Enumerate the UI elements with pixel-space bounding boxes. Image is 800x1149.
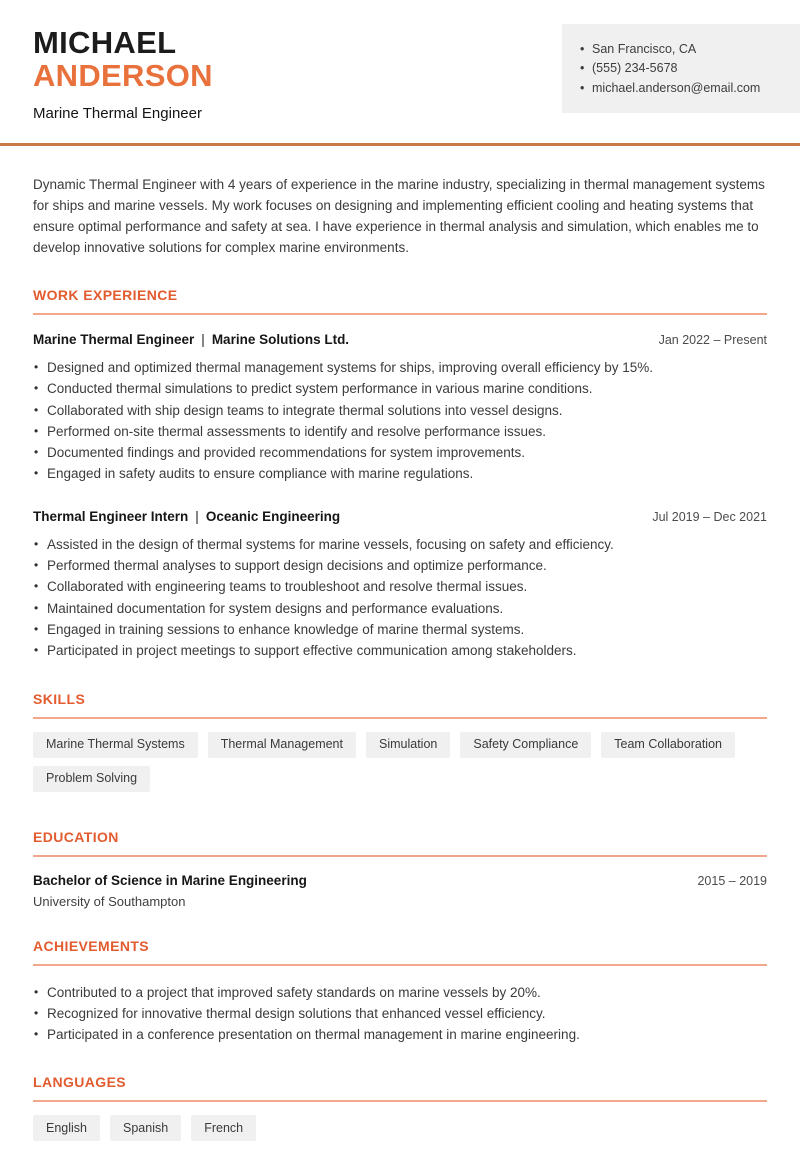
job-entry [33,508,767,662]
job-bullet: • Participated in project meetings to support effective communication among stakeholders. [33,640,767,661]
job-company: Marine Solutions Ltd. [211,332,350,347]
section-skills [33,691,767,800]
education-header [33,872,767,889]
job-entry [33,331,767,485]
job-bullet: • Performed on-site thermal assessments to identify and resolve performance issues. [33,421,767,442]
header-divider [0,143,800,146]
section-achievements [33,938,767,1046]
job-bullet-list [33,357,767,485]
skill-tag: Thermal Management [208,732,356,758]
education-dates: 2015 – 2019 [697,873,767,888]
school-name: University of Southampton [33,893,186,909]
contact-box [562,24,800,113]
resume-header [0,0,800,122]
job-bullet: • Maintained documentation for system designs and performance evaluations. [33,598,767,619]
language-tag: French [191,1115,256,1141]
skill-tag: Simulation [366,732,450,758]
section-rule [33,313,767,315]
job-header [33,508,767,525]
achievements-heading: ACHIEVEMENTS [33,937,150,954]
skill-tag: Team Collaboration [601,732,735,758]
resume-body [0,174,800,1149]
achievements-list [33,982,767,1046]
contact-phone: • (555) 234-5678 [580,61,792,76]
job-dates: Jan 2022 – Present [658,333,767,347]
achievement-bullet: • Recognized for innovative thermal design solutions that enhanced vessel efficiency. [33,1003,767,1024]
skills-heading: SKILLS [33,690,86,707]
skill-tag: Problem Solving [33,766,150,792]
last-name: ANDERSON [33,58,213,93]
skills-tag-list [33,732,767,800]
section-rule [33,1100,767,1102]
contact-email: • michael.anderson@email.com [580,81,792,96]
education-entry [33,872,767,909]
work-experience-heading: WORK EXPERIENCE [33,287,178,303]
pipe-separator: | [195,508,199,524]
skill-tag: Marine Thermal Systems [33,732,198,758]
job-bullet: • Designed and optimized thermal management systems for ships, improving overall efficiency by 15%. [33,357,767,378]
language-tag: Spanish [110,1115,181,1141]
job-company: Oceanic Engineering [205,508,341,524]
job-bullet: • Collaborated with engineering teams to troubleshoot and resolve thermal issues. [33,576,767,597]
job-bullet: • Conducted thermal simulations to predict system performance in various marine conditions. [33,378,767,399]
skill-tag: Safety Compliance [460,732,591,758]
achievement-bullet: • Contributed to a project that improved safety standards on marine vessels by 20%. [33,982,767,1003]
section-rule [33,964,767,966]
section-rule [33,717,767,719]
job-role: Marine Thermal Engineer [33,332,195,347]
job-dates: Jul 2019 – Dec 2021 [652,509,767,524]
languages-heading: LANGUAGES [33,1074,127,1091]
job-bullet: • Collaborated with ship design teams to integrate thermal solutions into vessel designs. [33,400,767,421]
pipe-separator: | [201,332,205,347]
language-tag: English [33,1115,100,1141]
achievement-bullet: • Participated in a conference presentation on thermal management in marine engineering. [33,1024,767,1045]
degree-title: Bachelor of Science in Marine Engineering [33,872,307,888]
first-name: MICHAEL [33,25,177,60]
education-heading: EDUCATION [33,828,119,845]
job-role: Thermal Engineer Intern [33,508,189,524]
section-education [33,829,767,909]
person-job-title: Marine Thermal Engineer [33,105,202,122]
contact-location: • San Francisco, CA [580,42,792,57]
job-bullet: • Documented findings and provided recommendations for system improvements. [33,442,767,463]
job-bullet: • Engaged in safety audits to ensure compliance with marine regulations. [33,463,767,484]
section-languages [33,1074,767,1149]
job-title-line [33,331,349,348]
job-header [33,331,767,348]
job-bullet: • Performed thermal analyses to support design decisions and optimize performance. [33,555,767,576]
summary-text: Dynamic Thermal Engineer with 4 years of experience in the marine industry, specializing in thermal management systems for ships and marine vessels. My work focuses on designing and implementing efficient cooling and heating systems that ensure optimal performance and safety at sea. I have experience in thermal analysis and simulation, which enables me to develop innovative solutions for complex marine environments. [33,177,765,255]
job-bullet: • Engaged in training sessions to enhance knowledge of marine thermal systems. [33,619,767,640]
section-rule [33,855,767,857]
job-bullet: • Assisted in the design of thermal systems for marine vessels, focusing on safety and efficiency. [33,534,767,555]
section-work-experience [33,287,767,662]
job-title-line [33,508,340,525]
languages-tag-list [33,1115,767,1149]
contact-list [580,42,792,96]
job-bullet-list [33,534,767,662]
